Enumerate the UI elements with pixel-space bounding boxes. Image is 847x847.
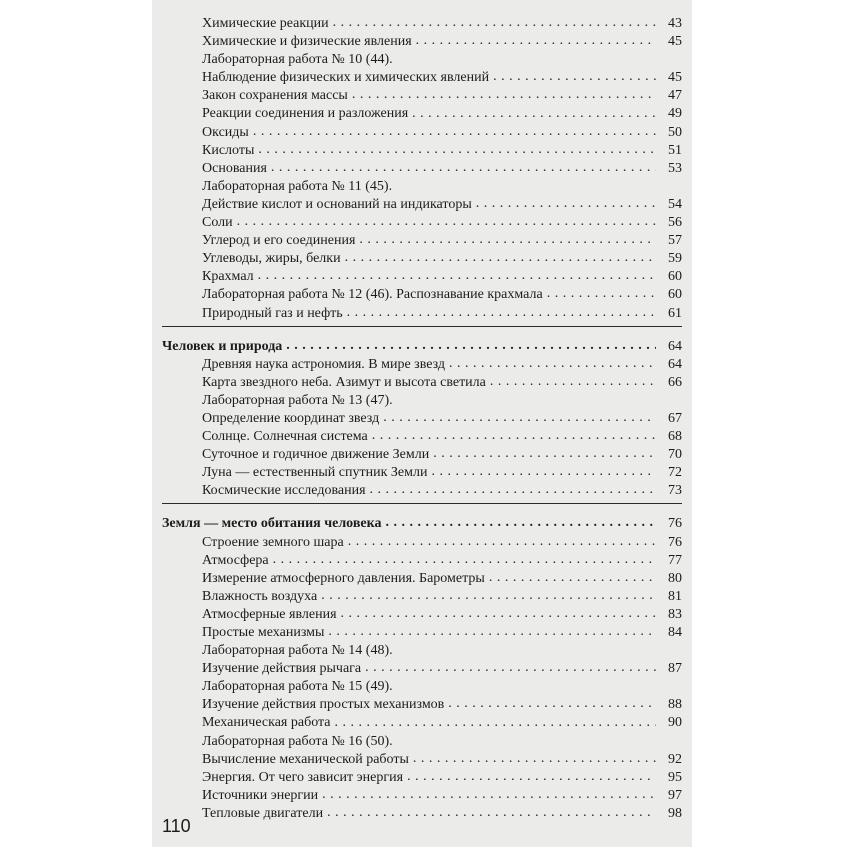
toc-entry bbox=[162, 787, 682, 805]
toc-entry-title: Определение координат звезд bbox=[202, 410, 380, 426]
toc-entry-page: 76 bbox=[668, 534, 682, 550]
toc-entry-page: 45 bbox=[668, 70, 682, 86]
dot-leader bbox=[333, 17, 656, 31]
dot-leader bbox=[412, 108, 656, 122]
toc-entry bbox=[162, 374, 682, 392]
toc-entry-page: 60 bbox=[668, 287, 682, 303]
section-divider bbox=[162, 326, 682, 327]
toc-entry-title: Крахмал bbox=[202, 269, 254, 285]
toc-entry-title: Луна — естественный спутник Земли bbox=[202, 465, 428, 481]
section-divider bbox=[162, 503, 682, 504]
toc-entry-title: Лабораторная работа № 10 (44). bbox=[202, 52, 393, 68]
toc-entry-title: Природный газ и нефть bbox=[202, 305, 343, 321]
toc-entry-page: 81 bbox=[668, 588, 682, 604]
toc-entry-title: Лабораторная работа № 16 (50). bbox=[202, 733, 393, 749]
toc-entry-title: Карта звездного неба. Азимут и высота светила bbox=[202, 374, 486, 390]
dot-leader bbox=[416, 35, 656, 49]
toc-entry-page: 87 bbox=[668, 661, 682, 677]
dot-leader bbox=[327, 807, 656, 821]
dot-leader bbox=[383, 412, 656, 426]
toc-entry bbox=[162, 482, 682, 500]
toc-entry-title: Лабораторная работа № 11 (45). bbox=[202, 178, 393, 194]
toc-entry-page: 77 bbox=[668, 552, 682, 568]
toc-entry-page: 59 bbox=[668, 251, 682, 267]
dot-leader bbox=[372, 430, 656, 444]
toc-entry bbox=[162, 214, 682, 232]
toc-entry-title: Углерод и его соединения bbox=[202, 233, 356, 249]
dot-leader bbox=[493, 71, 656, 85]
toc-entry bbox=[162, 286, 682, 304]
toc-entry bbox=[162, 624, 682, 642]
toc-entry-title: Космические исследования bbox=[202, 483, 366, 499]
toc-entry-title: Строение земного шара bbox=[202, 534, 344, 550]
toc-entry-title: Химические реакции bbox=[202, 16, 329, 31]
toc-entry-title: Химические и физические явления bbox=[202, 34, 412, 50]
toc-entry-page: 56 bbox=[668, 215, 682, 231]
book-page bbox=[152, 0, 692, 847]
toc-entry bbox=[162, 733, 682, 751]
toc-entry bbox=[162, 178, 682, 196]
dot-leader bbox=[271, 162, 656, 176]
toc-entry-page: 80 bbox=[668, 570, 682, 586]
toc-entry bbox=[162, 751, 682, 769]
toc-entry-title: Лабораторная работа № 12 (46). Распознавание крахмала bbox=[202, 287, 543, 303]
toc-entry-page: 64 bbox=[668, 356, 682, 372]
toc-entry bbox=[162, 464, 682, 482]
toc-entry-title: Углеводы, жиры, белки bbox=[202, 251, 341, 267]
toc-entry-title: Вычисление механической работы bbox=[202, 751, 409, 767]
dot-leader bbox=[348, 536, 656, 550]
toc-entry bbox=[162, 392, 682, 410]
dot-leader bbox=[448, 698, 656, 712]
toc-entry-page: 53 bbox=[668, 160, 682, 176]
dot-leader bbox=[489, 572, 656, 586]
toc-entry-title: Атмосферные явления bbox=[202, 606, 337, 622]
dot-leader bbox=[490, 376, 656, 390]
toc-entry bbox=[162, 660, 682, 678]
toc-entry bbox=[162, 232, 682, 250]
toc-entry-title: Реакции соединения и разложения bbox=[202, 106, 409, 122]
toc-entry-title: Оксиды bbox=[202, 124, 249, 140]
toc-entry bbox=[162, 142, 682, 160]
dot-leader bbox=[321, 590, 656, 604]
toc-entry-page: 76 bbox=[668, 516, 682, 532]
dot-leader bbox=[258, 144, 656, 158]
toc-entry-title: Основания bbox=[202, 160, 267, 176]
toc-entry-title: Древняя наука астрономия. В мире звезд bbox=[202, 356, 446, 372]
toc-entry-page: 84 bbox=[668, 625, 682, 640]
toc-entry bbox=[162, 160, 682, 178]
dot-leader bbox=[347, 307, 656, 321]
toc-entry bbox=[162, 769, 682, 787]
dot-leader bbox=[328, 626, 656, 640]
toc-entry-title: Человек и природа bbox=[162, 338, 283, 354]
toc-entry-title: Энергия. От чего зависит энергия bbox=[202, 769, 404, 785]
toc-entry-page: 45 bbox=[668, 34, 682, 50]
toc-entry bbox=[162, 714, 682, 732]
toc-entry-title: Действие кислот и оснований на индикаторы bbox=[202, 196, 472, 212]
toc-entry-title: Наблюдение физических и химических явлений bbox=[202, 70, 490, 86]
toc-entry bbox=[162, 428, 682, 446]
toc-entry-page: 68 bbox=[668, 429, 682, 445]
toc-entry-title: Лабораторная работа № 13 (47). bbox=[202, 392, 393, 408]
toc-entry-page: 95 bbox=[668, 769, 682, 785]
dot-leader bbox=[273, 554, 656, 568]
dot-leader bbox=[335, 717, 656, 731]
toc-entry bbox=[162, 105, 682, 123]
toc-entry-title: Соли bbox=[202, 215, 233, 231]
toc-entry bbox=[162, 305, 682, 323]
toc-entry-page: 47 bbox=[668, 88, 682, 104]
toc-entry bbox=[162, 588, 682, 606]
toc-entry-title: Закон сохранения массы bbox=[202, 88, 348, 104]
toc-entry-page: 61 bbox=[668, 305, 682, 321]
dot-leader bbox=[365, 662, 656, 676]
toc-entry-title: Солнце. Солнечная система bbox=[202, 429, 368, 445]
dot-leader bbox=[258, 270, 656, 284]
dot-leader bbox=[407, 771, 656, 785]
toc-entry-title: Измерение атмосферного давления. Барометры bbox=[202, 570, 485, 586]
toc-entry-title: Простые механизмы bbox=[202, 625, 325, 640]
page-number: 110 bbox=[162, 816, 191, 836]
dot-leader bbox=[352, 89, 656, 103]
toc-entry-page: 50 bbox=[668, 124, 682, 140]
toc-entry-page: 66 bbox=[668, 374, 682, 390]
toc-entry bbox=[162, 356, 682, 374]
toc-entry bbox=[162, 87, 682, 105]
toc-section-heading bbox=[162, 515, 682, 533]
toc-entry-page: 60 bbox=[668, 269, 682, 285]
toc-entry-page: 83 bbox=[668, 606, 682, 622]
toc-entry bbox=[162, 552, 682, 570]
toc-entry-title: Влажность воздуха bbox=[202, 588, 318, 604]
toc-entry bbox=[162, 534, 682, 552]
toc-entry bbox=[162, 805, 682, 823]
toc-entry-page: 72 bbox=[668, 465, 682, 481]
toc-entry-page: 64 bbox=[668, 338, 682, 354]
dot-leader bbox=[341, 608, 656, 622]
toc-entry-page: 97 bbox=[668, 787, 682, 803]
toc-entry bbox=[162, 570, 682, 588]
toc-entry-title: Лабораторная работа № 14 (48). bbox=[202, 643, 393, 659]
toc-entry-title: Кислоты bbox=[202, 142, 255, 158]
toc-entry bbox=[162, 696, 682, 714]
toc-entry bbox=[162, 410, 682, 428]
dot-leader bbox=[413, 753, 656, 767]
toc-entry-title: Суточное и годичное движение Земли bbox=[202, 447, 430, 463]
toc-entry-page: 51 bbox=[668, 142, 682, 158]
toc-entry bbox=[162, 606, 682, 624]
toc-entry-page: 92 bbox=[668, 751, 682, 767]
toc-entry bbox=[162, 678, 682, 696]
toc-entry-title: Изучение действия простых механизмов bbox=[202, 697, 445, 713]
dot-leader bbox=[449, 358, 656, 372]
toc-entry-page: 73 bbox=[668, 483, 682, 499]
toc-entry bbox=[162, 33, 682, 51]
dot-leader bbox=[476, 198, 656, 212]
toc-entry-page: 88 bbox=[668, 697, 682, 713]
toc-entry-page: 67 bbox=[668, 410, 682, 426]
dot-leader bbox=[433, 448, 656, 462]
toc-entry-page: 90 bbox=[668, 715, 682, 731]
toc-entry-title: Изучение действия рычага bbox=[202, 661, 362, 677]
toc-entry-page: 98 bbox=[668, 805, 682, 821]
toc-entry bbox=[162, 642, 682, 660]
toc-entry-title: Атмосфера bbox=[202, 552, 269, 568]
toc-entry-title: Тепловые двигатели bbox=[202, 805, 324, 821]
toc-entry-page: 57 bbox=[668, 233, 682, 249]
dot-leader bbox=[345, 252, 656, 266]
dot-leader bbox=[547, 288, 656, 302]
toc-entry bbox=[162, 15, 682, 33]
toc-entry bbox=[162, 69, 682, 87]
dot-leader bbox=[253, 126, 656, 140]
toc-entry-page: 54 bbox=[668, 196, 682, 212]
toc-entry bbox=[162, 124, 682, 142]
dot-leader bbox=[237, 216, 656, 230]
dot-leader bbox=[322, 789, 656, 803]
toc-entry-page: 49 bbox=[668, 106, 682, 122]
dot-leader bbox=[286, 340, 656, 354]
dot-leader bbox=[370, 484, 656, 498]
dot-leader bbox=[359, 234, 656, 248]
toc-section-heading bbox=[162, 338, 682, 356]
toc-entry-title: Механическая работа bbox=[202, 715, 331, 731]
toc-entry-title: Лабораторная работа № 15 (49). bbox=[202, 679, 393, 695]
dot-leader bbox=[431, 466, 656, 480]
toc-entry bbox=[162, 196, 682, 214]
toc-entry bbox=[162, 268, 682, 286]
toc-entry bbox=[162, 250, 682, 268]
toc-entry-title: Источники энергии bbox=[202, 787, 319, 803]
table-of-contents bbox=[162, 15, 682, 823]
toc-entry bbox=[162, 446, 682, 464]
toc-entry-title: Земля — место обитания человека bbox=[162, 516, 382, 532]
dot-leader bbox=[385, 517, 656, 531]
toc-entry bbox=[162, 51, 682, 69]
toc-entry-page: 70 bbox=[668, 447, 682, 463]
toc-entry-page: 43 bbox=[668, 16, 682, 31]
